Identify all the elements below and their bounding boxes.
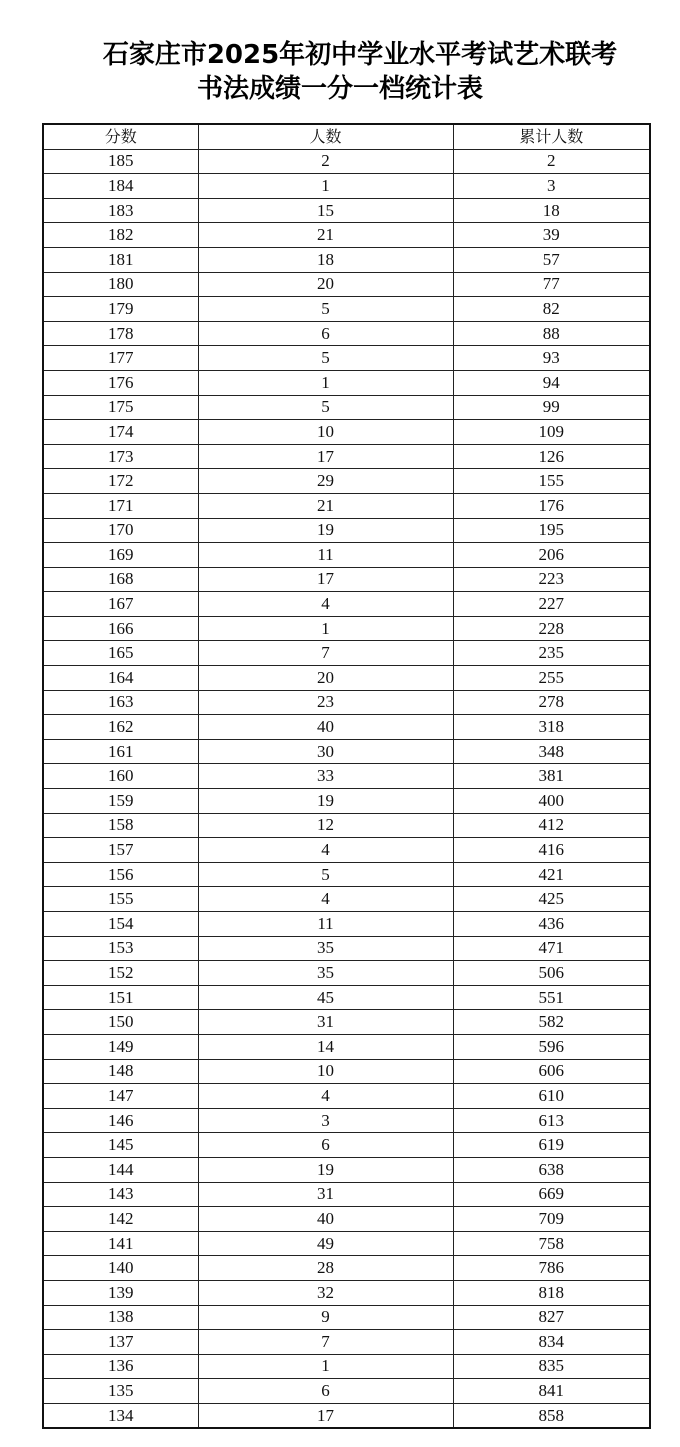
- table-row: [43, 444, 650, 469]
- cumulative-cell: 471: [453, 936, 650, 961]
- count-cell: 17: [198, 567, 453, 592]
- count-cell: 1: [198, 174, 453, 199]
- table-row: [43, 272, 650, 297]
- score-cell: 185: [43, 149, 198, 174]
- count-cell: 7: [198, 641, 453, 666]
- table-row: [43, 862, 650, 887]
- table-row: [43, 198, 650, 223]
- table-row: [43, 1059, 650, 1084]
- cumulative-cell: 596: [453, 1034, 650, 1059]
- score-cell: 142: [43, 1207, 198, 1232]
- cumulative-cell: 227: [453, 592, 650, 617]
- table-row: [43, 174, 650, 199]
- table-row: [43, 370, 650, 395]
- score-cell: 144: [43, 1157, 198, 1182]
- cumulative-cell: 827: [453, 1305, 650, 1330]
- count-cell: 21: [198, 493, 453, 518]
- count-cell: 10: [198, 1059, 453, 1084]
- score-cell: 147: [43, 1084, 198, 1109]
- count-cell: 33: [198, 764, 453, 789]
- cumulative-cell: 506: [453, 961, 650, 986]
- cumulative-cell: 412: [453, 813, 650, 838]
- table-row: [43, 764, 650, 789]
- score-cell: 137: [43, 1330, 198, 1355]
- count-cell: 5: [198, 346, 453, 371]
- score-cell: 143: [43, 1182, 198, 1207]
- score-cell: 165: [43, 641, 198, 666]
- count-cell: 3: [198, 1108, 453, 1133]
- count-cell: 45: [198, 985, 453, 1010]
- score-cell: 171: [43, 493, 198, 518]
- score-cell: 164: [43, 666, 198, 691]
- title-line-1: 石家庄市2025年初中学业水平考试艺术联考: [102, 40, 618, 70]
- count-cell: 1: [198, 370, 453, 395]
- count-cell: 28: [198, 1256, 453, 1281]
- table-row: [43, 838, 650, 863]
- count-cell: 4: [198, 1084, 453, 1109]
- count-cell: 4: [198, 887, 453, 912]
- score-cell: 155: [43, 887, 198, 912]
- table-row: [43, 739, 650, 764]
- score-cell: 139: [43, 1280, 198, 1305]
- table-row: [43, 1034, 650, 1059]
- count-cell: 17: [198, 444, 453, 469]
- count-cell: 30: [198, 739, 453, 764]
- count-cell: 20: [198, 272, 453, 297]
- score-cell: 138: [43, 1305, 198, 1330]
- count-cell: 40: [198, 715, 453, 740]
- score-cell: 173: [43, 444, 198, 469]
- score-cell: 178: [43, 321, 198, 346]
- cumulative-cell: 255: [453, 666, 650, 691]
- cumulative-cell: 709: [453, 1207, 650, 1232]
- count-cell: 40: [198, 1207, 453, 1232]
- cumulative-cell: 278: [453, 690, 650, 715]
- count-cell: 6: [198, 321, 453, 346]
- table-row: [43, 1108, 650, 1133]
- score-cell: 156: [43, 862, 198, 887]
- table-row: [43, 1207, 650, 1232]
- score-cell: 140: [43, 1256, 198, 1281]
- count-cell: 31: [198, 1182, 453, 1207]
- cumulative-cell: 126: [453, 444, 650, 469]
- count-cell: 2: [198, 149, 453, 174]
- table-row: [43, 518, 650, 543]
- table-row: [43, 985, 650, 1010]
- table-row: [43, 1330, 650, 1355]
- cumulative-cell: 436: [453, 912, 650, 937]
- count-cell: 32: [198, 1280, 453, 1305]
- score-cell: 158: [43, 813, 198, 838]
- count-cell: 29: [198, 469, 453, 494]
- cumulative-cell: 669: [453, 1182, 650, 1207]
- cumulative-cell: 835: [453, 1354, 650, 1379]
- cumulative-cell: 206: [453, 543, 650, 568]
- score-cell: 136: [43, 1354, 198, 1379]
- table-row: [43, 789, 650, 814]
- score-cell: 172: [43, 469, 198, 494]
- cumulative-cell: 841: [453, 1379, 650, 1404]
- cumulative-cell: 400: [453, 789, 650, 814]
- table-row: [43, 690, 650, 715]
- score-cell: 183: [43, 198, 198, 223]
- count-cell: 6: [198, 1379, 453, 1404]
- score-cell: 145: [43, 1133, 198, 1158]
- count-cell: 6: [198, 1133, 453, 1158]
- score-cell: 184: [43, 174, 198, 199]
- cumulative-cell: 77: [453, 272, 650, 297]
- table-row: [43, 641, 650, 666]
- cumulative-cell: 606: [453, 1059, 650, 1084]
- count-cell: 1: [198, 616, 453, 641]
- table-row: [43, 223, 650, 248]
- header-cumulative: 累计人数: [453, 124, 650, 149]
- score-cell: 167: [43, 592, 198, 617]
- table-row: [43, 616, 650, 641]
- count-cell: 5: [198, 297, 453, 322]
- count-cell: 20: [198, 666, 453, 691]
- cumulative-cell: 3: [453, 174, 650, 199]
- table-header: [43, 124, 650, 149]
- cumulative-cell: 94: [453, 370, 650, 395]
- score-cell: 152: [43, 961, 198, 986]
- score-cell: 176: [43, 370, 198, 395]
- table-row: [43, 592, 650, 617]
- cumulative-cell: 638: [453, 1157, 650, 1182]
- count-cell: 19: [198, 1157, 453, 1182]
- cumulative-cell: 99: [453, 395, 650, 420]
- table-row: [43, 1256, 650, 1281]
- cumulative-cell: 416: [453, 838, 650, 863]
- table-row: [43, 912, 650, 937]
- score-cell: 157: [43, 838, 198, 863]
- score-cell: 153: [43, 936, 198, 961]
- cumulative-cell: 421: [453, 862, 650, 887]
- cumulative-cell: 228: [453, 616, 650, 641]
- score-cell: 169: [43, 543, 198, 568]
- cumulative-cell: 818: [453, 1280, 650, 1305]
- cumulative-cell: 176: [453, 493, 650, 518]
- cumulative-cell: 18: [453, 198, 650, 223]
- table-row: [43, 1403, 650, 1428]
- table-row: [43, 715, 650, 740]
- cumulative-cell: 318: [453, 715, 650, 740]
- count-cell: 1: [198, 1354, 453, 1379]
- cumulative-cell: 93: [453, 346, 650, 371]
- cumulative-cell: 155: [453, 469, 650, 494]
- table-row: [43, 543, 650, 568]
- table-row: [43, 1280, 650, 1305]
- cumulative-cell: 82: [453, 297, 650, 322]
- cumulative-cell: 109: [453, 420, 650, 445]
- cumulative-cell: 758: [453, 1231, 650, 1256]
- score-cell: 148: [43, 1059, 198, 1084]
- cumulative-cell: 348: [453, 739, 650, 764]
- table-row: [43, 321, 650, 346]
- score-cell: 170: [43, 518, 198, 543]
- table-row: [43, 1084, 650, 1109]
- table-row: [43, 1305, 650, 1330]
- count-cell: 35: [198, 936, 453, 961]
- count-cell: 19: [198, 789, 453, 814]
- document-title: [0, 38, 680, 106]
- score-cell: 163: [43, 690, 198, 715]
- cumulative-cell: 88: [453, 321, 650, 346]
- count-cell: 49: [198, 1231, 453, 1256]
- table-row: [43, 346, 650, 371]
- cumulative-cell: 834: [453, 1330, 650, 1355]
- count-cell: 31: [198, 1010, 453, 1035]
- table-row: [43, 1182, 650, 1207]
- score-cell: 168: [43, 567, 198, 592]
- table-row: [43, 1010, 650, 1035]
- table-row: [43, 247, 650, 272]
- score-cell: 159: [43, 789, 198, 814]
- cumulative-cell: 786: [453, 1256, 650, 1281]
- score-cell: 161: [43, 739, 198, 764]
- count-cell: 9: [198, 1305, 453, 1330]
- score-distribution-table: [42, 123, 651, 1429]
- score-cell: 174: [43, 420, 198, 445]
- count-cell: 11: [198, 543, 453, 568]
- count-cell: 10: [198, 420, 453, 445]
- cumulative-cell: 2: [453, 149, 650, 174]
- count-cell: 15: [198, 198, 453, 223]
- cumulative-cell: 582: [453, 1010, 650, 1035]
- score-cell: 134: [43, 1403, 198, 1428]
- score-cell: 175: [43, 395, 198, 420]
- score-cell: 146: [43, 1108, 198, 1133]
- score-cell: 150: [43, 1010, 198, 1035]
- table-row: [43, 887, 650, 912]
- table-row: [43, 1231, 650, 1256]
- score-cell: 160: [43, 764, 198, 789]
- cumulative-cell: 610: [453, 1084, 650, 1109]
- table-row: [43, 567, 650, 592]
- header-row: [43, 124, 650, 149]
- table-row: [43, 1379, 650, 1404]
- count-cell: 17: [198, 1403, 453, 1428]
- cumulative-cell: 195: [453, 518, 650, 543]
- score-cell: 135: [43, 1379, 198, 1404]
- table-row: [43, 149, 650, 174]
- count-cell: 21: [198, 223, 453, 248]
- count-cell: 5: [198, 862, 453, 887]
- cumulative-cell: 235: [453, 641, 650, 666]
- score-cell: 151: [43, 985, 198, 1010]
- score-cell: 179: [43, 297, 198, 322]
- count-cell: 35: [198, 961, 453, 986]
- count-cell: 4: [198, 592, 453, 617]
- cumulative-cell: 57: [453, 247, 650, 272]
- header-count: 人数: [198, 124, 453, 149]
- table-row: [43, 493, 650, 518]
- table-row: [43, 1354, 650, 1379]
- score-cell: 166: [43, 616, 198, 641]
- table-row: [43, 420, 650, 445]
- cumulative-cell: 551: [453, 985, 650, 1010]
- cumulative-cell: 425: [453, 887, 650, 912]
- score-cell: 162: [43, 715, 198, 740]
- score-cell: 177: [43, 346, 198, 371]
- score-cell: 181: [43, 247, 198, 272]
- title-line-2: 书法成绩一分一档统计表: [196, 74, 483, 104]
- table-row: [43, 297, 650, 322]
- cumulative-cell: 39: [453, 223, 650, 248]
- cumulative-cell: 381: [453, 764, 650, 789]
- cumulative-cell: 858: [453, 1403, 650, 1428]
- table-row: [43, 1133, 650, 1158]
- count-cell: 23: [198, 690, 453, 715]
- table-row: [43, 936, 650, 961]
- cumulative-cell: 223: [453, 567, 650, 592]
- count-cell: 12: [198, 813, 453, 838]
- table-row: [43, 395, 650, 420]
- count-cell: 18: [198, 247, 453, 272]
- score-cell: 180: [43, 272, 198, 297]
- count-cell: 4: [198, 838, 453, 863]
- table-body: [43, 149, 650, 1428]
- score-cell: 154: [43, 912, 198, 937]
- table-row: [43, 1157, 650, 1182]
- table-row: [43, 813, 650, 838]
- score-cell: 149: [43, 1034, 198, 1059]
- cumulative-cell: 619: [453, 1133, 650, 1158]
- count-cell: 11: [198, 912, 453, 937]
- header-score: 分数: [43, 124, 198, 149]
- count-cell: 19: [198, 518, 453, 543]
- score-cell: 182: [43, 223, 198, 248]
- cumulative-cell: 613: [453, 1108, 650, 1133]
- score-cell: 141: [43, 1231, 198, 1256]
- count-cell: 14: [198, 1034, 453, 1059]
- count-cell: 7: [198, 1330, 453, 1355]
- count-cell: 5: [198, 395, 453, 420]
- table-row: [43, 666, 650, 691]
- table-row: [43, 961, 650, 986]
- table-row: [43, 469, 650, 494]
